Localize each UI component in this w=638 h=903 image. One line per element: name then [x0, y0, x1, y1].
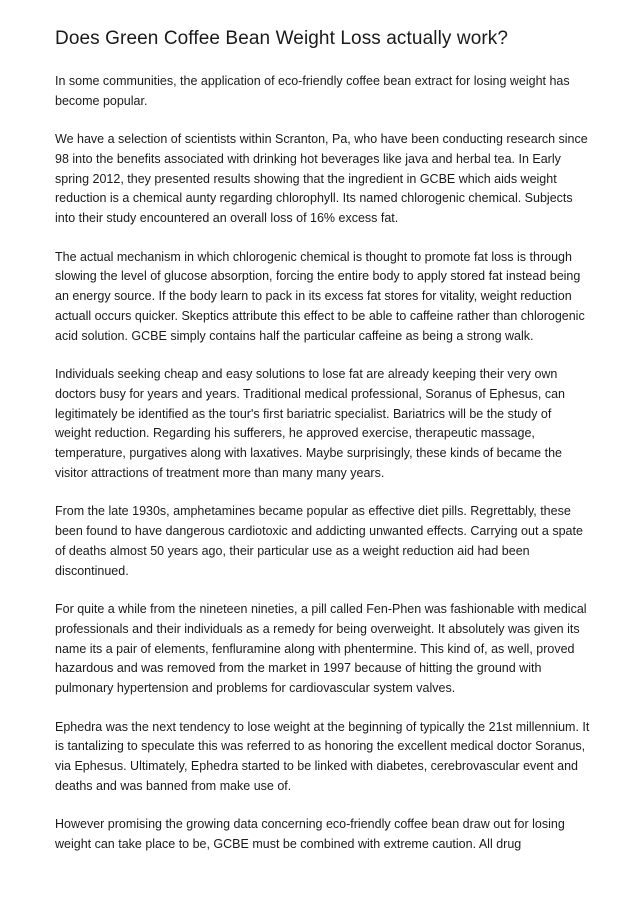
page-title: Does Green Coffee Bean Weight Loss actually work?: [55, 28, 509, 49]
paragraph-5: From the late 1930s, amphetamines became popular as effective diet pills. Regrettably, these been found to have dangerous cardiotoxic and addicting unwanted effects. Carrying out a spate of deaths almost 50 years ago, their particular use as a weight reduction aid had been discontinued.: [55, 504, 583, 578]
paragraph-6: For quite a while from the nineteen nineties, a pill called Fen-Phen was fashionable with medical professionals and their individuals as a remedy for being overweight. It absolutely was given its name its a pair of elements, fenfluramine along with phentermine. This kind of, as well, proved hazardous and was removed from the market in 1997 because of hitting the ground with pulmonary hypertension and problems for cardiovascular system valves.: [55, 602, 587, 696]
paragraph-7: Ephedra was the next tendency to lose weight at the beginning of typically the 21st millennium. It is tantalizing to speculate this was referred to as honoring the excellent medical doctor Soranus, via Ephesus. Ultimately, Ephedra started to be linked with diabetes, cerebrovascular event and deaths and was banned from make use of.: [55, 719, 590, 793]
paragraph-4: Individuals seeking cheap and easy solutions to lose fat are already keeping their very own doctors busy for years and years. Traditional medical professional, Soranus of Ephesus, can legitimately be identified as the tour's first bariatric specialist. Bariatrics will be the study of weight reduction. Regarding his sufferers, he approved exercise, therapeutic massage, temperature, purgatives along with laxatives. Maybe surprisingly, these kinds of became the visitor attractions of treatment more than many many years.: [55, 367, 565, 481]
paragraph-1: In some communities, the application of eco-friendly coffee bean extract for losing weight has become popular.: [55, 74, 570, 108]
paragraph-3: The actual mechanism in which chlorogenic chemical is thought to promote fat loss is through slowing the level of glucose absorption, forcing the entire body to apply stored fat instead being an energy source. If the body learn to pack in its excess fat stores for vitality, weight reduction actuall occurs quicker. Skeptics attribute this effect to be able to caffeine rather than chlorogenic acid solution. GCBE simply contains half the particular caffeine as being a strong walk.: [55, 249, 585, 343]
paragraph-2: We have a selection of scientists within Scranton, Pa, who have been conducting research since 98 into the benefits associated with drinking hot beverages like java and herbal tea. In Early spring 2012, they presented results showing that the ingredient in GCBE which aids weight reduction is a chemical aunty regarding chlorophyll. Its named chlorogenic chemical. Subjects into their study encountered an overall loss of 16% excess fat.: [55, 132, 588, 226]
paragraph-8: However promising the growing data concerning eco-friendly coffee bean draw out for losing weight can take place to be, GCBE must be combined with extreme caution. All drug: [55, 817, 565, 851]
document-body: [55, 26, 590, 873]
